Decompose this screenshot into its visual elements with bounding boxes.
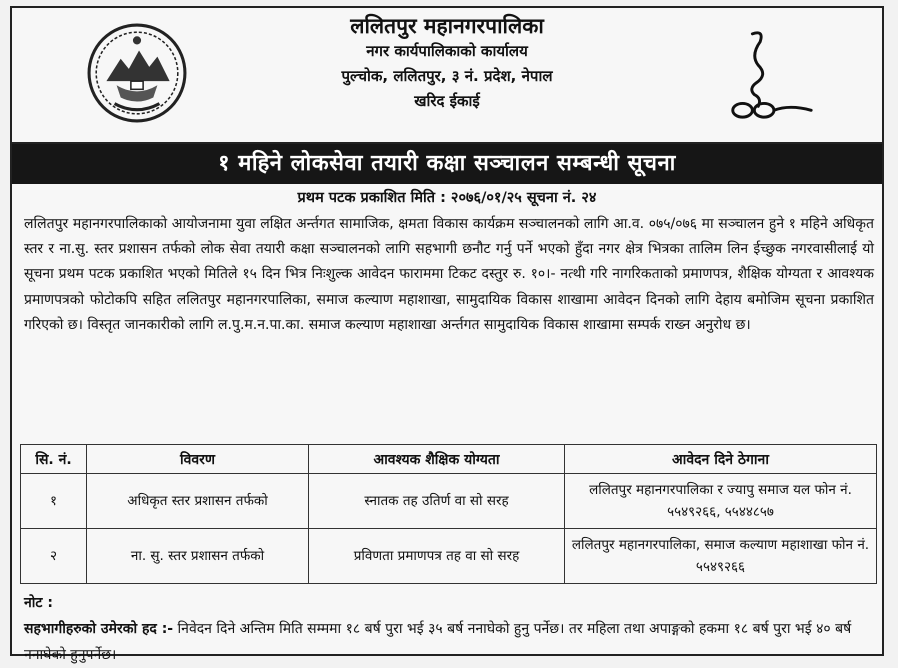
cell-serial-number: १ [21, 474, 87, 529]
cell-serial-number: २ [21, 529, 87, 584]
letterhead [12, 8, 882, 144]
notice-document [10, 6, 884, 663]
notice-body-paragraph: ललितपुर महानगरपालिकाको आयोजनामा युवा लक्षित अर्न्तगत सामाजिक, क्षमता विकास कार्यक्रम सञ्चालनको लागि आ.व. ०७५/०७६ मा सञ्चालन हुने १ महिने अधिकृत स्तर र ना.सु. स्तर प्रशासन तर्फको लोक सेवा तयारी कक्षा सञ्चालनको लागि सहभागी छनौट गर्नु पर्ने भएको हुँदा नगर क्षेत्र भित्रका तालिम लिन ईच्छुक नगरवासीलाई यो सूचना प्रथम पटक प्रकाशित भएको मितिले १५ दिन भित्र निःशुल्क आवेदन फाराममा टिकट दस्तुर रु. १०।- नत्थी गरि नागरिकताको प्रमाणपत्र, शैक्षिक योग्यता र आवश्यक प्रमाणपत्रको फोटोकपि सहित ललितपुर महानगरपालिका, समाज कल्याण महाशाखा, सामुदायिक विकास शाखामा आवेदन दिनको लागि देहाय बमोजिम सूचना प्रकाशित गरिएको छ। विस्तृत जानकारीको लागि ल.पु.म.न.पा.का. समाज कल्याण महाशाखा अर्न्तगत सामुदायिक विकास शाखामा सम्पर्क राख्न अनुरोध छ। [24, 216, 874, 333]
age-limit-title: सहभागीहरुको उमेरको हद :- [24, 621, 174, 637]
office-address: पुल्चोक, ललितपुर, ३ नं. प्रदेश, नेपाल [341, 67, 553, 85]
publication-date-line: प्रथम पटक प्रकाशित मिति : २०७६/०१/२५ सूचना नं. २४ [297, 190, 597, 206]
age-limit-note [24, 616, 870, 668]
office-name: नगर कार्यपालिकाको कार्यालय [366, 42, 528, 60]
cell-qualification: प्रविणता प्रमाणपत्र तह वा सो सरह [309, 529, 565, 584]
note-section [12, 584, 882, 668]
cell-application-address: ललितपुर महानगरपालिका र ज्यापु समाज यल फोन नं. ५५४९२६६, ५५४४८५७ [565, 474, 877, 529]
office-unit: खरिद ईकाई [414, 92, 480, 110]
handwritten-signature-icon [720, 26, 820, 124]
table-row [21, 529, 877, 584]
header-qualification: आवश्यक शैक्षिक योग्यता [309, 445, 565, 474]
header-serial-number: सि. नं. [21, 445, 87, 474]
header-description: विवरण [87, 445, 309, 474]
header-application-address: आवेदन दिने ठेगाना [565, 445, 877, 474]
table-header-row [21, 445, 877, 474]
age-limit-text: निवेदन दिने अन्तिम मिति सम्ममा १८ बर्ष पुरा भई ३५ बर्ष ननाघेको हुनु पर्नेछ। तर महिला तथा अपाङ्गको हकमा १८ बर्ष पुरा भई ४० बर्ष ननाघेको हुनुपर्नेछ। [24, 621, 852, 663]
notice-title-banner: १ महिने लोकसेवा तयारी कक्षा सञ्चालन सम्बन्धी सूचना [12, 144, 882, 184]
note-heading: नोट : [24, 595, 53, 611]
qualification-table [20, 444, 877, 584]
table-row [21, 474, 877, 529]
cell-description: अधिकृत स्तर प्रशासन तर्फको [87, 474, 309, 529]
cell-qualification: स्नातक तह उतिर्ण वा सो सरह [309, 474, 565, 529]
cell-application-address: ललितपुर महानगरपालिका, समाज कल्याण महाशाखा फोन नं. ५५४९२६६ [565, 529, 877, 584]
cell-description: ना. सु. स्तर प्रशासन तर्फको [87, 529, 309, 584]
organization-name: ललितपुर महानगरपालिका [350, 14, 544, 38]
